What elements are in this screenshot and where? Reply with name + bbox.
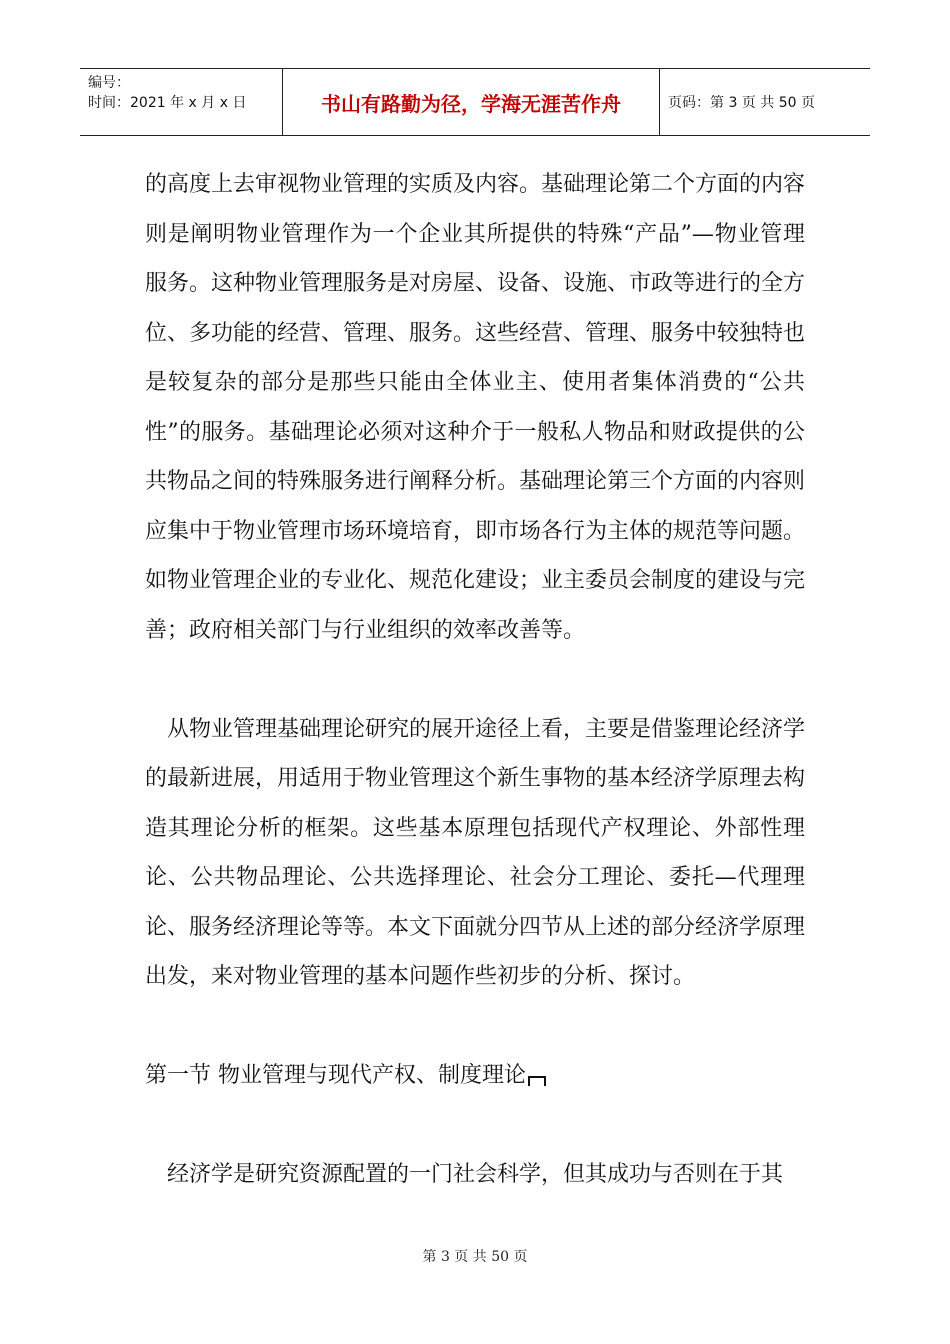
body-paragraph: 的高度上去审视物业管理的实质及内容。基础理论第二个方面的内容则是阐明物业管理作为一个企业其所提供的特殊“产品”—物业管理服务。这种物业管理服务是对房屋、设备、设施、市政等进行的全方位、多功能的经营、管理、服务。这些经营、管理、服务中较独特也是较复杂的部分是那些只能由全体业主、使用者集体消费的“公共性”的服务。基础理论必须对这种介于一般私人物品和财政提供的公共物品之间的特殊服务进行阐释分析。基础理论第三个方面的内容则应集中于物业管理市场环境培育，即市场各行为主体的规范等问题。如物业管理企业的专业化、规范化建设；业主委员会制度的建设与完善；政府相关部门与行业组织的效率改善等。 [145, 172, 806, 643]
section-title: 第一节 物业管理与现代产权、制度理论 [145, 1063, 526, 1088]
section-heading [145, 1051, 805, 1101]
document-number-label: 编号： [88, 75, 130, 91]
paragraph-spacer [145, 655, 805, 705]
page-footer: 第 3 页 共 50 页 [422, 1249, 528, 1265]
document-date: 时间：2021 年 x 月 x 日 [88, 95, 247, 111]
body-paragraph: 从物业管理基础理论研究的展开途径上看，主要是借鉴理论经济学的最新进展，用适用于物业管理这个新生事物的基本经济学原理去构造其理论分析的框架。这些基本原理包括现代产权理论、外部性理论、公共物品理论、公共选择理论、社会分工理论、委托—代理理论、服务经济理论等等。本文下面就分四节从上述的部分经济学原理出发，来对物业管理的基本问题作些初步的分析、探讨。 [145, 716, 806, 989]
header-table [80, 68, 870, 136]
body-paragraph: 经济学是研究资源配置的一门社会科学，但其成功与否则在于其 [167, 1162, 784, 1187]
header-meta [80, 69, 283, 135]
header-page-info: 页码：第 3 页 共 50 页 [668, 95, 815, 111]
paragraph-spacer [145, 1002, 805, 1052]
header-motto: 书山有路勤为径，学海无涯苦作舟 [283, 69, 660, 135]
paragraph-spacer [145, 1101, 805, 1151]
footnote-mark-icon [528, 1076, 546, 1086]
document-body [145, 160, 805, 1200]
